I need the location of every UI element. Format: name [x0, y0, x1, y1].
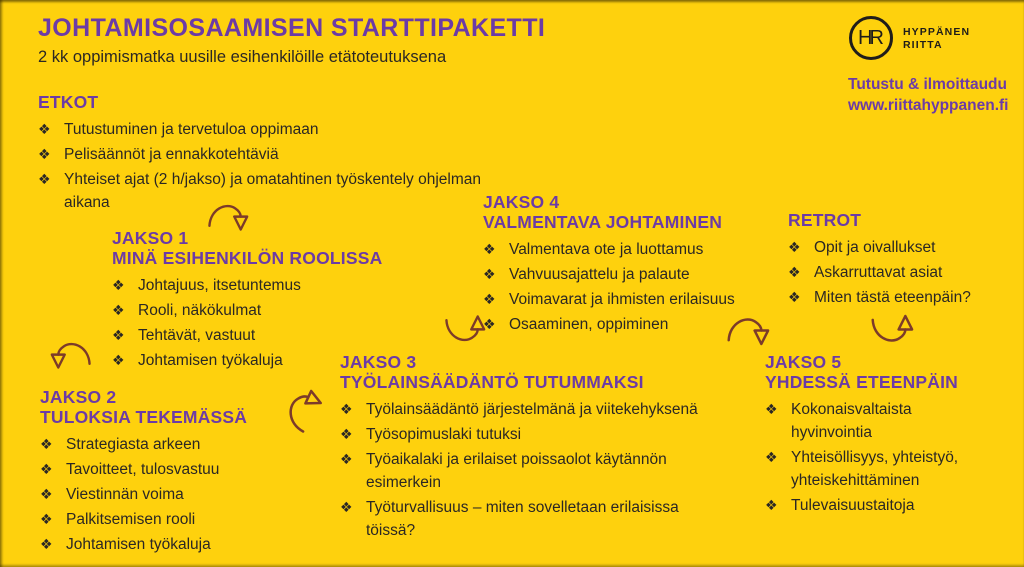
bullet-icon: ❖ [788, 239, 801, 255]
list-item [340, 448, 700, 494]
curved-arrow-down-icon [50, 334, 96, 378]
list-item [38, 143, 500, 166]
bullet-icon: ❖ [340, 426, 353, 442]
section-etkot [38, 92, 500, 216]
bullet-icon: ❖ [40, 486, 53, 502]
list-item [112, 274, 412, 297]
bullet-icon: ❖ [483, 266, 496, 282]
list-item [40, 508, 320, 531]
section-label: JAKSO 3 [340, 352, 417, 372]
list-item [483, 238, 795, 261]
bullet-icon: ❖ [112, 352, 125, 368]
list-item [40, 433, 320, 456]
list-item-text: Tehtävät, vastuut [138, 327, 256, 344]
bullet-icon: ❖ [38, 146, 51, 162]
brand-cta [848, 74, 1008, 116]
list-item [40, 483, 320, 506]
bullet-icon: ❖ [112, 277, 125, 293]
list-item-text: Työlainsäädäntö järjestelmänä ja viitekehyksenä [366, 401, 698, 418]
list-item [483, 263, 795, 286]
list-item [38, 118, 500, 141]
bullet-icon: ❖ [38, 121, 51, 137]
section-label: ETKOT [38, 92, 99, 112]
bullet-icon: ❖ [788, 264, 801, 280]
bullet-icon: ❖ [40, 511, 53, 527]
list-item-text: Yhteisöllisyys, yhteistyö, yhteiskehittäminen [791, 449, 959, 489]
bullet-icon: ❖ [38, 171, 51, 187]
section-title: YHDESSÄ ETEENPÄIN [765, 372, 959, 392]
curved-arrow-down-icon [203, 197, 249, 239]
list-item-text: Työturvallisuus – miten sovelletaan erilaisissa töissä? [366, 499, 679, 539]
bullet-icon: ❖ [40, 461, 53, 477]
bullet-list [340, 398, 700, 542]
bullet-icon: ❖ [340, 401, 353, 417]
page-title: JOHTAMISOSAAMISEN STARTTIPAKETTI [38, 14, 546, 42]
bullet-icon: ❖ [765, 497, 778, 513]
bullet-icon: ❖ [788, 289, 801, 305]
bullet-icon: ❖ [483, 316, 496, 332]
hr-logo-icon [849, 16, 893, 60]
list-item [40, 458, 320, 481]
list-item-text: Yhteiset ajat (2 h/jakso) ja omatahtinen työskentely ohjelman aikana [64, 171, 482, 211]
list-item-text: Johtamisen työkaluja [138, 352, 283, 369]
list-item [340, 398, 700, 421]
list-item-text: Rooli, näkökulmat [138, 302, 262, 319]
bullet-icon: ❖ [765, 401, 778, 417]
list-item-text: Johtamisen työkaluja [66, 536, 211, 553]
list-item [765, 446, 980, 492]
bullet-list [40, 433, 320, 556]
brand-name-line1: HYPPÄNEN [903, 26, 971, 38]
list-item-text: Miten tästä eteenpäin? [814, 289, 971, 306]
logo-monogram: HR [858, 26, 881, 49]
list-item-text: Opit ja oivallukset [814, 239, 936, 256]
list-item-text: Valmentava ote ja luottamus [509, 241, 704, 258]
bullet-list [38, 118, 500, 214]
list-item [483, 288, 795, 311]
list-item [38, 168, 500, 214]
list-item-text: Askarruttavat asiat [814, 264, 943, 281]
list-item-text: Viestinnän voima [66, 486, 184, 503]
list-item [340, 496, 700, 542]
brand-name-line2: RIITTA [903, 39, 943, 51]
section-jakso-3 [340, 352, 700, 544]
list-item-text: Tutustuminen ja tervetuloa oppimaan [64, 121, 319, 138]
list-item-text: Työaikalaki ja erilaiset poissaolot käytännön esimerkein [366, 451, 667, 491]
list-item [40, 533, 320, 556]
list-item [788, 261, 1013, 284]
list-item [112, 299, 412, 322]
bullet-icon: ❖ [765, 449, 778, 465]
curved-arrow-up-icon [440, 306, 486, 350]
page-subtitle: 2 kk oppimismatka uusille esihenkilöille etätoteutuksena [38, 48, 447, 66]
list-item [788, 236, 1013, 259]
list-item-text: Tulevaisuustaitoja [791, 497, 915, 514]
list-item [340, 423, 700, 446]
bullet-icon: ❖ [40, 536, 53, 552]
cta-text: Tutustu & ilmoittaudu [848, 76, 1007, 93]
section-label: JAKSO 2 [40, 387, 117, 407]
curved-arrow-down-icon [722, 310, 770, 354]
list-item-text: Johtajuus, itsetuntemus [138, 277, 301, 294]
website-url: www.riittahyppanen.fi [848, 97, 1009, 114]
curved-arrow-up-icon [866, 306, 914, 350]
list-item [112, 324, 412, 347]
list-item-text: Strategiasta arkeen [66, 436, 201, 453]
list-item [765, 398, 980, 444]
section-title: TULOKSIA TEKEMÄSSÄ [40, 407, 248, 427]
list-item-text: Palkitsemisen rooli [66, 511, 196, 528]
section-retrot [788, 210, 1013, 311]
section-label: RETROT [788, 210, 862, 230]
list-item [765, 494, 980, 517]
bullet-icon: ❖ [112, 302, 125, 318]
list-item-text: Työsopimuslaki tutuksi [366, 426, 522, 443]
section-title: TYÖLAINSÄÄDÄNTÖ TUTUMMAKSI [340, 372, 644, 392]
list-item-text: Vahvuusajattelu ja palaute [509, 266, 690, 283]
section-label: JAKSO 5 [765, 352, 842, 372]
bullet-icon: ❖ [40, 436, 53, 452]
section-label: JAKSO 1 [112, 228, 189, 248]
bullet-icon: ❖ [483, 241, 496, 257]
bullet-icon: ❖ [483, 291, 496, 307]
list-item-text: Voimavarat ja ihmisten erilaisuus [509, 291, 735, 308]
list-item-text: Kokonaisvaltaista hyvinvointia [791, 401, 912, 441]
bullet-icon: ❖ [340, 499, 353, 515]
section-label: JAKSO 4 [483, 192, 560, 212]
bullet-icon: ❖ [112, 327, 125, 343]
bullet-list [765, 398, 980, 517]
bullet-icon: ❖ [340, 451, 353, 467]
section-title: MINÄ ESIHENKILÖN ROOLISSA [112, 248, 383, 268]
list-item-text: Tavoitteet, tulosvastuu [66, 461, 220, 478]
brand-name [903, 26, 970, 52]
list-item-text: Osaaminen, oppiminen [509, 316, 669, 333]
list-item-text: Pelisäännöt ja ennakkotehtäviä [64, 146, 279, 163]
section-jakso-5 [765, 352, 980, 519]
section-title: VALMENTAVA JOHTAMINEN [483, 212, 723, 232]
bullet-list [788, 236, 1013, 309]
